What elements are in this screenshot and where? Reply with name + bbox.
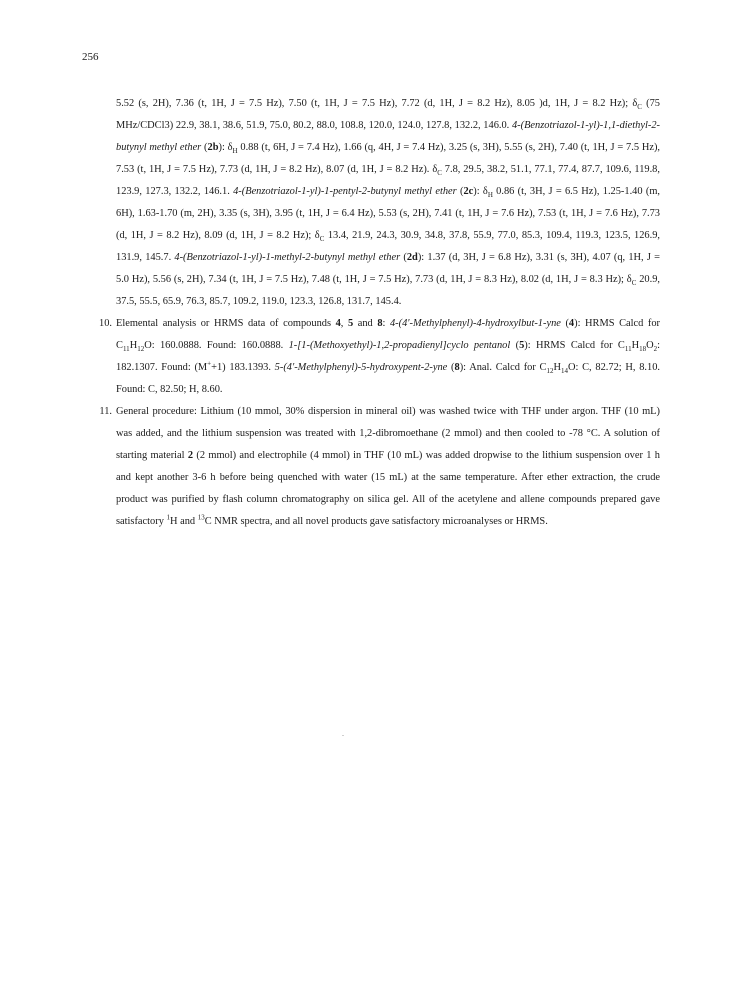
compound-name-2b: 4-(Benzotriazol-1-yl)-1,1-diethyl-2-butynyl methyl ether <box>116 120 660 153</box>
compound-name-5: 1-[1-(Methoxyethyl)-1,2-propadienyl]cyclo pentanol <box>288 340 511 351</box>
compound-name-2d: 4-(Benzotriazol-1-yl)-1-methyl-2-butynyl methyl ether <box>174 252 401 263</box>
page-body <box>99 93 661 533</box>
note-number: 11. <box>99 406 112 417</box>
page-number: 256 <box>82 51 99 63</box>
scan-speck <box>342 735 344 736</box>
compound-name-4: 4-(4'-Methylphenyl)-4-hydroxylbut-1-yne <box>389 318 561 329</box>
spectral-data-continuation: 5.52 (s, 2H), 7.36 (t, 1H, J = 7.5 Hz), 7.50 (t, 1H, J = 7.5 Hz), 7.72 (d, 1H, J = 8.2 Hz), 8.05 )d, 1H, J = 8.2 Hz); $\delta_C$ (75 MHz/CDCl3) 22.9, 38.1, 38.6, 51.9, 75.0, 80.2, 88.0, 108.8, 120.0, 124.0, 127.8, 132.2, 146.0. 4-(Benzotriazol-1-yl)-1,1-diethyl-2-butynyl methyl ether (2b): $\delta_H$ 0.88 (t, 6H, J = 7.4 Hz), 1.66 (q, 4H, J = 7.4 Hz), 3.25 (s, 3H), 5.55 (s, 2H), 7.40 (t, 1H, J = 7.5 Hz), 7.53 (t, 1H, J = 7.5 Hz), 7.73 (d, 1H, J = 8.2 Hz), 8.07 (d, 1H, J = 8.2 Hz). $\delta_C$ 7.8, 29.5, 38.2, 51.1, 77.1, 77.4, 87.7, 109.6, 119.8, 123.9, 127.3, 132.2, 146.1. 4-(Benzotriazol-1-yl)-1-pentyl-2-butynyl methyl ether (2c): $\delta_H$ 0.86 (t, 3H, J = 6.5 Hz), 1.25-1.40 (m, 6H), 1.63-1.70 (m, 2H), 3.35 (s, 3H), 3.95 (t, 1H, J = 6.4 Hz), 5.53 (s, 2H), 7.41 (t, 1H, J = 7.6 Hz), 7.53 (t, 1H, J = 7.6 Hz), 7.73 (d, 1H, J = 8.2 Hz), 8.09 (d, 1H, J = 8.2 Hz); $\delta_C$ 13.4, 21.9, 24.3, 30.9, 34.8, 37.8, 55.9, 77.0, 85.3, 109.4, 119.3, 123.5, 126.9, 131.9, 145.7. 4-(Benzotriazol-1-yl)-1-methyl-2-butynyl methyl ether (2d): 1.37 (d, 3H, J = 6.8 Hz), 3.31 (s, 3H), 4.07 (q, 1H, J = 5.0 Hz), 5.56 (s, 2H), 7.34 (t, 1H, J = 7.5 Hz), 7.48 (t, 1H, J = 7.5 Hz), 7.73 (d, 1H, J = 8.3 Hz), 8.02 (d, 1H, J = 8.3 Hz); $\delta_C$ 20.9, 37.5, 55.5, 65.9, 76.3, 85.7, 109.2, 119.0, 123.3, 126.8, 131.7, 145.4. <box>116 98 661 307</box>
compound-name-2c: 4-(Benzotriazol-1-yl)-1-pentyl-2-butynyl methyl ether <box>233 186 457 197</box>
note-number: 10. <box>99 318 112 329</box>
reference-note-11: 11. General procedure: Lithium (10 mmol, 30% dispersion in mineral oil) was washed twice with THF under argon. THF (10 mL) was added, and the lithium suspension was treated with 1,2-dibromoethane (2 mmol) and then cooled to -78 °C. A solution of starting material 2 (2 mmol) and electrophile (4 mmol) in THF (10 mL) was added dropwise to the lithium suspension over 1 h and kept another 3-6 h before being quenched with water (15 mL) at the same temperature. After ether extraction, the crude product was purified by flash column chromatography on silica gel. All of the acetylene and allene compounds prepared gave satisfactory $^1$H and $^{13}$C NMR spectra, and all novel products gave satisfactory microanalyses or HRMS. <box>116 401 660 533</box>
compound-name-8: 5-(4'-Methylphenyl)-5-hydroxypent-2-yne <box>274 362 448 373</box>
reference-note-10: 10. Elemental analysis or HRMS data of compounds 4, 5 and 8: 4-(4'-Methylphenyl)-4-hydroxylbut-1-yne (4): HRMS Calcd for $C_{11}H_{12}O$: 160.0888. Found: 160.0888. 1-[1-(Methoxyethyl)-1,2-propadienyl]cyclo pentanol (5): HRMS Calcd for $C_{11}H_{18}O_2$: 182.1307. Found: (M++1) 183.1393. 5-(4'-Methylphenyl)-5-hydroxypent-2-yne (8): Anal. Calcd for $C_{12}H_{14}O$: C, 82.72; H, 8.10. Found: C, 82.50; H, 8.60. <box>116 313 660 401</box>
